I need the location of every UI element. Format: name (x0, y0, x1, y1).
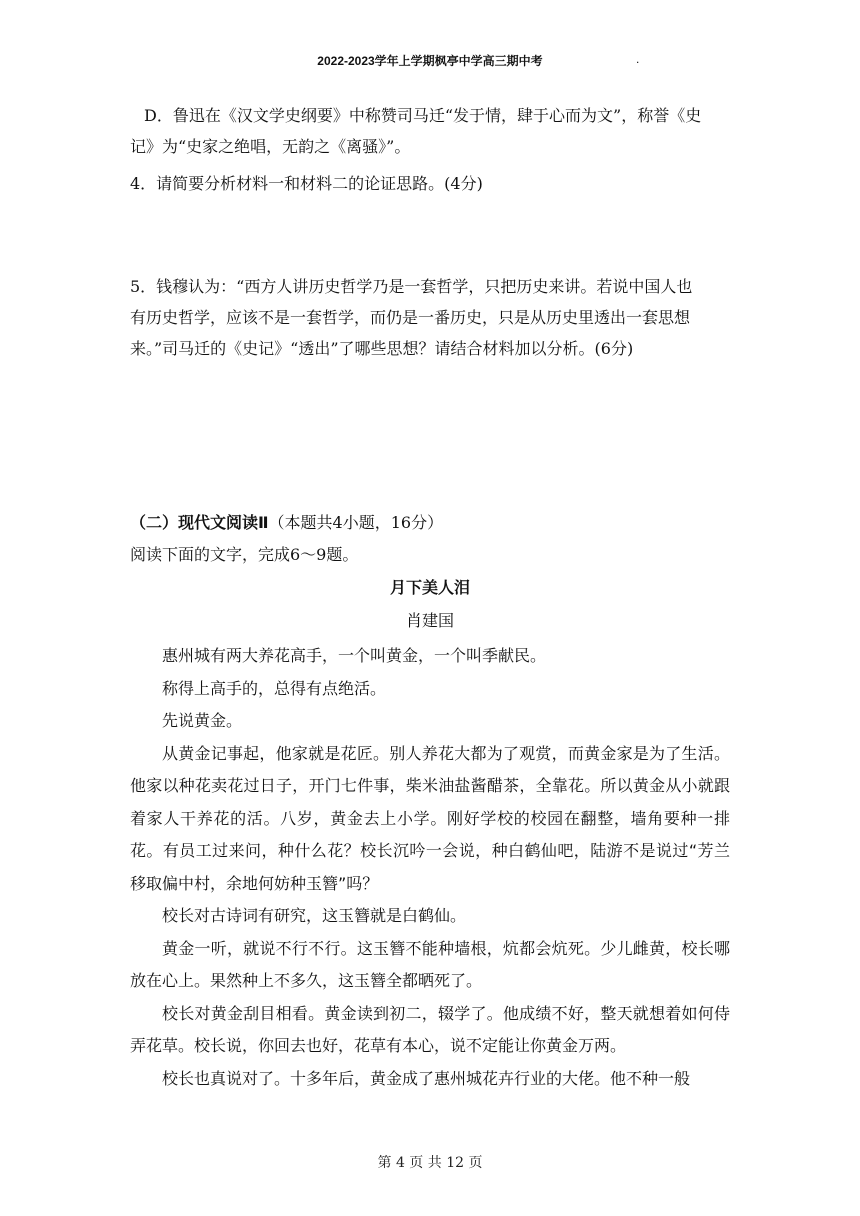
option-d-line2: 记》为“史家之绝唱，无韵之《离骚》”。 (130, 137, 411, 156)
section-2-heading-bold: （二）现代文阅读Ⅱ (130, 513, 269, 532)
page-header (0, 52, 860, 72)
section-2-heading (130, 507, 730, 539)
story-paragraph: 校长对黄金刮目相看。黄金读到初二，辍学了。他成绩不好，整天就想着如何侍弄花草。校长说，你回去也好，花草有本心，说不定能让你黄金万两。 (130, 1003, 730, 1055)
page-footer: 第 4 页 共 12 页 (377, 1155, 483, 1171)
question-5-line3: 来。”司马迁的《史记》“透出”了哪些思想？请结合材料加以分析。(6分) (130, 339, 634, 358)
story-paragraph: 黄金一听，就说不行不行。这玉簪不能种墙根，炕都会炕死。少儿雌黄，校长哪放在心上。果然种上不多久，这玉簪全都晒死了。 (130, 938, 730, 990)
section-2-header (130, 507, 730, 570)
story-header (130, 572, 730, 636)
question-3-option-d (130, 100, 730, 162)
header-dot: . (636, 52, 640, 66)
section-2-instruction: 阅读下面的文字，完成6～9题。 (130, 545, 359, 564)
header-title: 2022-2023学年上学期枫亭中学高三期中考 (317, 54, 543, 68)
story-paragraph: 称得上高手的，总得有点绝活。 (162, 678, 387, 698)
section-2-heading-rest: （本题共4小题，16分） (268, 513, 444, 532)
story-paragraph: 先说黄金。 (162, 711, 243, 730)
story-paragraph: 校长对古诗词有研究，这玉簪就是白鹤仙。 (162, 906, 467, 925)
option-d-line1: D．鲁迅在《汉文学史纲要》中称赞司马迁“发于情，肆于心而为文”，称誉《史 (144, 106, 702, 125)
question-5 (130, 271, 730, 364)
question-4-text: 4．请简要分析材料一和材料二的论证思路。(4分) (130, 174, 483, 193)
story-author: 肖建国 (405, 611, 454, 630)
story-paragraph: 惠州城有两大养花高手，一个叫黄金，一个叫季献民。 (162, 646, 547, 665)
story-title: 月下美人泪 (389, 578, 470, 597)
story-paragraph: 校长也真说对了。十多年后，黄金成了惠州城花卉行业的大佬。他不种一般 (162, 1068, 691, 1088)
question-5-line2: 有历史哲学，应该不是一套哲学，而仍是一番历史，只是从历史里透出一套思想 (130, 308, 691, 327)
question-4 (130, 168, 730, 199)
story-body (130, 640, 730, 1095)
question-5-line1: 5．钱穆认为：“西方人讲历史哲学乃是一套哲学，只把历史来讲。若说中国人也 (130, 277, 693, 296)
story-paragraph: 从黄金记事起，他家就是花匠。别人养花大都为了观赏，而黄金家是为了生活。他家以种花卖花过日子，开门七件事，柴米油盐酱醋茶，全靠花。所以黄金从小就跟着家人干养花的活。八岁，黄金去上小学。刚好学校的校园在翻整，墙角要种一排花。有员工过来问，种什么花？校长沉吟一会说，种白鹤仙吧，陆游不是说过“芳兰移取偏中村，余地何妨种玉簪”吗？ (130, 743, 730, 893)
